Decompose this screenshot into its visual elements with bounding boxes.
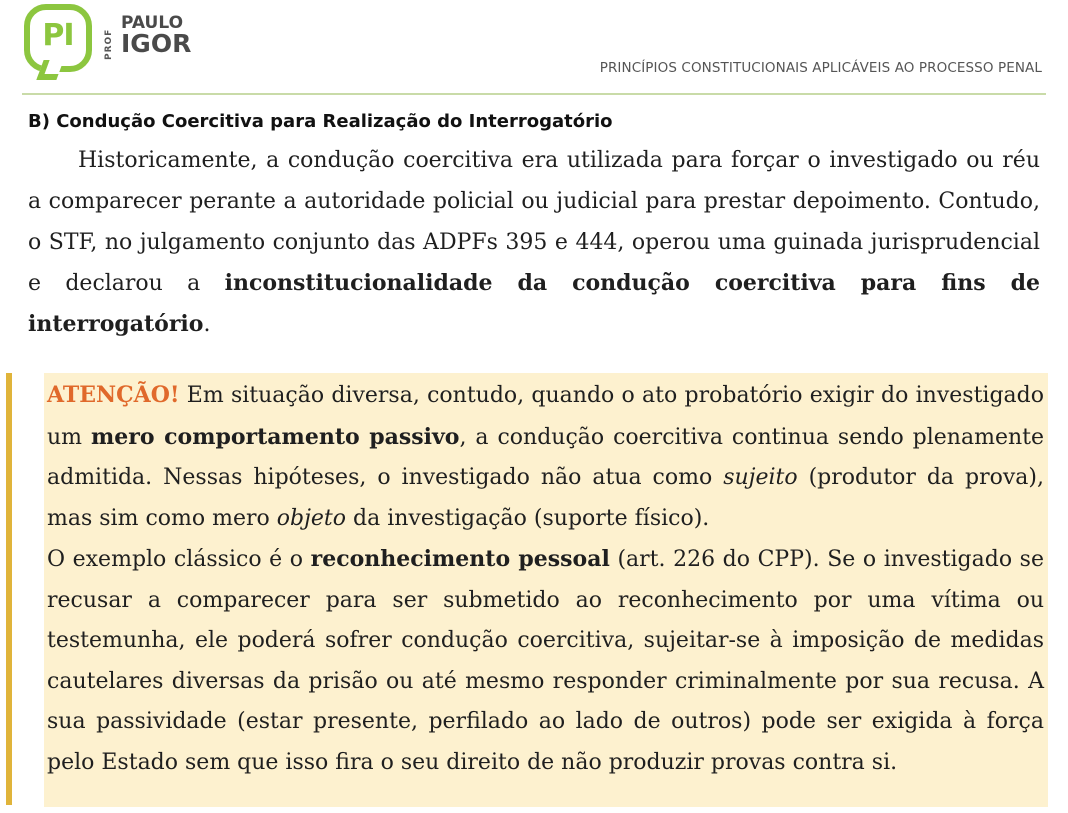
logo-name-first: PAULO	[121, 13, 184, 33]
body-paragraph	[28, 140, 1040, 345]
paragraph-bold-text: inconstitucionalidade da condução coercitiva para fins de interrogatório	[28, 270, 1040, 337]
callout-paragraph-2	[44, 539, 1044, 783]
callout-bold-text: reconhecimento pessoal	[310, 546, 610, 572]
callout-bold-text: mero comportamento passivo	[90, 423, 460, 450]
callout-text: O exemplo clássico é o	[47, 547, 311, 572]
attention-callout	[44, 373, 1048, 807]
callout-text: da investigação (suporte físico).	[346, 505, 710, 531]
paragraph-end: .	[203, 312, 211, 337]
callout-text: Em situação diversa, contudo, quando o ato probatório exigir do investigado um	[47, 383, 1044, 450]
header-divider	[22, 93, 1046, 95]
callout-italic-text: sujeito	[723, 465, 798, 490]
callout-text: (produtor da prova), mas sim como mero	[47, 465, 1044, 531]
page-header	[0, 0, 1068, 96]
paragraph-text: Historicamente, a condução coercitiva era utilizada para forçar o investigado ou réu a comparecer perante a autoridade policial ou judicial para prestar depoimento. Contudo, o STF, no julgamento conjunto das ADPFs 395 e 444, operou uma guinada jurisprudencial e declarou a	[28, 148, 1040, 296]
running-head: PRINCÍPIOS CONSTITUCIONAIS APLICÁVEIS AO PROCESSO PENAL	[599, 60, 1042, 76]
callout-paragraph-1	[44, 373, 1044, 539]
logo-initials: PI	[42, 18, 74, 53]
logo-name-last: IGOR	[121, 29, 192, 58]
callout-text: (art. 226 do CPP). Se o investigado se recusar a comparecer para ser submetido ao reconhecimento por uma vítima ou testemunha, ele poderá sofrer condução coercitiva, sujeitar-se à imposição de medidas cautelares diversas da prisão ou até mesmo responder criminalmente por sua recusa. A sua passividade (estar presente, perfilado ao lado de outros) pode ser exigida à força pelo Estado sem que isso fira o seu direito de não produzir provas contra si.	[47, 547, 1044, 775]
logo-badge	[24, 4, 92, 72]
callout-text: , a condução coercitiva continua sendo plenamente admitida. Nessas hipóteses, o investigado não atua como	[47, 424, 1044, 490]
logo-prof-label: PROF	[104, 28, 114, 60]
section-title: B) Condução Coercitiva para Realização do Interrogatório	[28, 111, 613, 132]
callout-accent-bar	[6, 373, 12, 805]
attention-label: ATENÇÃO!	[47, 382, 180, 408]
callout-italic-text: objeto	[276, 505, 347, 531]
